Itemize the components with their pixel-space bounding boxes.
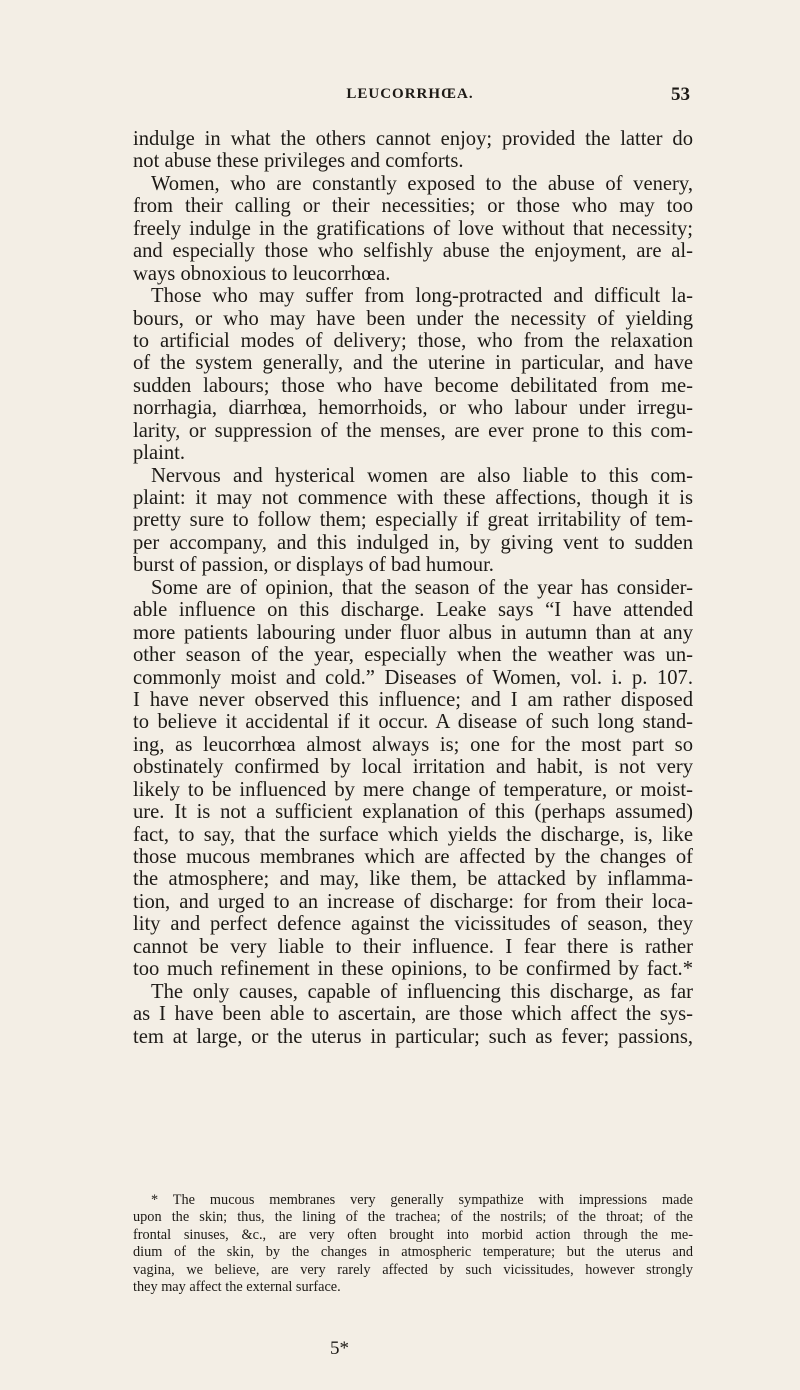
text-line: ure. It is not a sufficient explanation of this (perhaps assumed): [133, 801, 693, 824]
text-line: pretty sure to follow them; especially if great irritability of tem-: [133, 509, 693, 532]
text-line: from their calling or their necessities; or those who may too: [133, 195, 693, 218]
text-line: fact, to say, that the surface which yields the discharge, is, like: [133, 823, 693, 846]
body-text: [133, 128, 693, 1048]
signature-mark: 5*: [330, 1338, 349, 1359]
text-line: bours, or who may have been under the necessity of yielding: [133, 307, 693, 330]
footnote-line: * The mucous membranes very generally sympathize with impressions made: [151, 1192, 693, 1208]
text-line: to artificial modes of delivery; those, who from the relaxation: [133, 329, 693, 352]
text-line: Some are of opinion, that the season of the year has consider-: [151, 576, 693, 599]
text-line: of the system generally, and the uterine in particular, and have: [133, 352, 693, 375]
text-line: larity, or suppression of the menses, are ever prone to this com-: [133, 419, 693, 442]
text-line: commonly moist and cold.” Diseases of Women, vol. i. p. 107.: [133, 666, 693, 689]
text-line: to believe it accidental if it occur. A disease of such long stand-: [133, 711, 693, 734]
text-line: freely indulge in the gratifications of love without that necessity;: [133, 217, 693, 240]
footnote-line: upon the skin; thus, the lining of the trachea; of the nostrils; of the throat; of the: [133, 1209, 693, 1226]
text-line: not abuse these privileges and comforts.: [133, 150, 464, 173]
text-line: indulge in what the others cannot enjoy; provided the latter do: [133, 128, 693, 150]
text-line: those mucous membranes which are affected by the changes of: [133, 846, 693, 868]
text-line: Nervous and hysterical women are also liable to this com-: [151, 464, 693, 487]
text-line: able influence on this discharge. Leake says “I have attended: [133, 599, 693, 622]
text-line: sudden labours; those who have become debilitated from me-: [133, 374, 693, 397]
text-line: ing, as leucorrhœa almost always is; one for the most part so: [133, 733, 693, 756]
footnote-line: vagina, we believe, are very rarely affected by such vicissitudes, however strongly: [133, 1261, 693, 1278]
running-title: LEUCORRHŒA.: [346, 86, 474, 102]
text-line: norrhagia, diarrhœa, hemorrhoids, or who labour under irregu-: [133, 397, 693, 420]
page-number: 53: [671, 84, 690, 105]
footnote: [133, 1192, 693, 1296]
text-line: too much refinement in these opinions, to be confirmed by fact.*: [133, 958, 693, 981]
text-line: as I have been able to ascertain, are those which affect the sys-: [133, 1003, 693, 1026]
text-line: likely to be influenced by mere change of temperature, or moist-: [133, 778, 693, 801]
text-line: Women, who are constantly exposed to the abuse of venery,: [151, 172, 693, 195]
text-line: cannot be very liable to their influence. I fear there is rather: [133, 935, 693, 958]
footnote-line: frontal sinuses, &c., are very often brought into morbid action through the me-: [133, 1226, 693, 1243]
text-line: I have never observed this influence; and I am rather disposed: [133, 688, 693, 711]
text-line: Those who may suffer from long-protracted and difficult la-: [151, 285, 693, 308]
text-line: obstinately confirmed by local irritation and habit, is not very: [133, 756, 693, 779]
text-line: the atmosphere; and may, like them, be attacked by inflamma-: [133, 868, 693, 891]
text-line: The only causes, capable of influencing this discharge, as far: [151, 980, 693, 1003]
text-line: burst of passion, or displays of bad humour.: [133, 554, 494, 577]
text-line: tem at large, or the uterus in particular; such as fever; passions,: [133, 1025, 693, 1048]
text-line: ways obnoxious to leucorrhœa.: [133, 262, 391, 285]
footnote-line: dium of the skin, by the changes in atmospheric temperature; but the uterus and: [133, 1244, 693, 1261]
footnote-line: they may affect the external surface.: [133, 1278, 341, 1295]
text-line: per accompany, and this indulged in, by giving vent to sudden: [133, 531, 693, 554]
text-line: plaint: it may not commence with these affections, though it is: [133, 487, 693, 509]
page-header: [130, 86, 690, 112]
text-line: plaint.: [133, 442, 186, 465]
text-line: and especially those who selfishly abuse the enjoyment, are al-: [133, 240, 693, 263]
text-line: lity and perfect defence against the vicissitudes of season, they: [133, 913, 693, 936]
text-line: tion, and urged to an increase of discharge: for from their loca-: [133, 890, 693, 913]
text-line: other season of the year, especially when the weather was un-: [133, 644, 693, 667]
text-line: more patients labouring under fluor albus in autumn than at any: [133, 621, 693, 644]
